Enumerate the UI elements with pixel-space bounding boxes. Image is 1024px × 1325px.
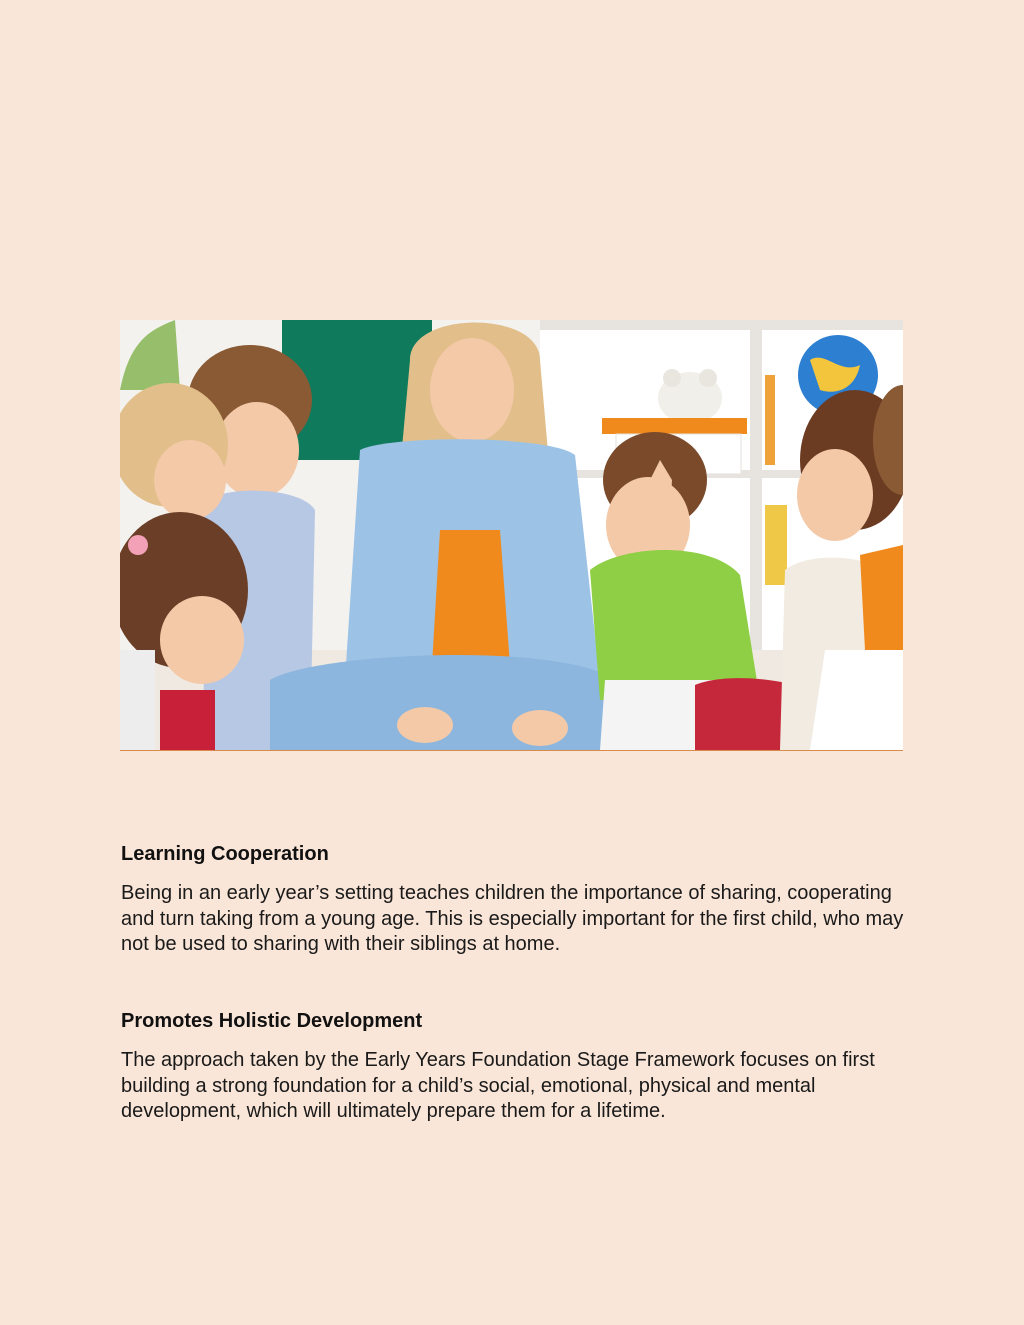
- teacher-jeans: [270, 655, 625, 750]
- section-heading: Promotes Holistic Development: [121, 1010, 423, 1032]
- boy-green-shirt: [590, 550, 760, 700]
- section-body: Being in an early year’s setting teaches children the importance of sharing, cooperating and turn taking from a young age. This is especially important for the first child, who may not be used to sharing with their siblings at home.: [121, 882, 904, 955]
- section-body: The approach taken by the Early Years Foundation Stage Framework focuses on first building a strong foundation for a child’s social, emotional, physical and mental development, which will ultimately prepare them for a lifetime.: [121, 1049, 875, 1122]
- section-learning-cooperation: [121, 842, 911, 958]
- teacher-face: [430, 338, 514, 442]
- section-holistic-development: [121, 1009, 911, 1125]
- classroom-photo-icon: [120, 320, 903, 750]
- teacher-top: [432, 530, 510, 665]
- section-heading: Learning Cooperation: [121, 843, 329, 865]
- classroom-photo: [120, 320, 903, 751]
